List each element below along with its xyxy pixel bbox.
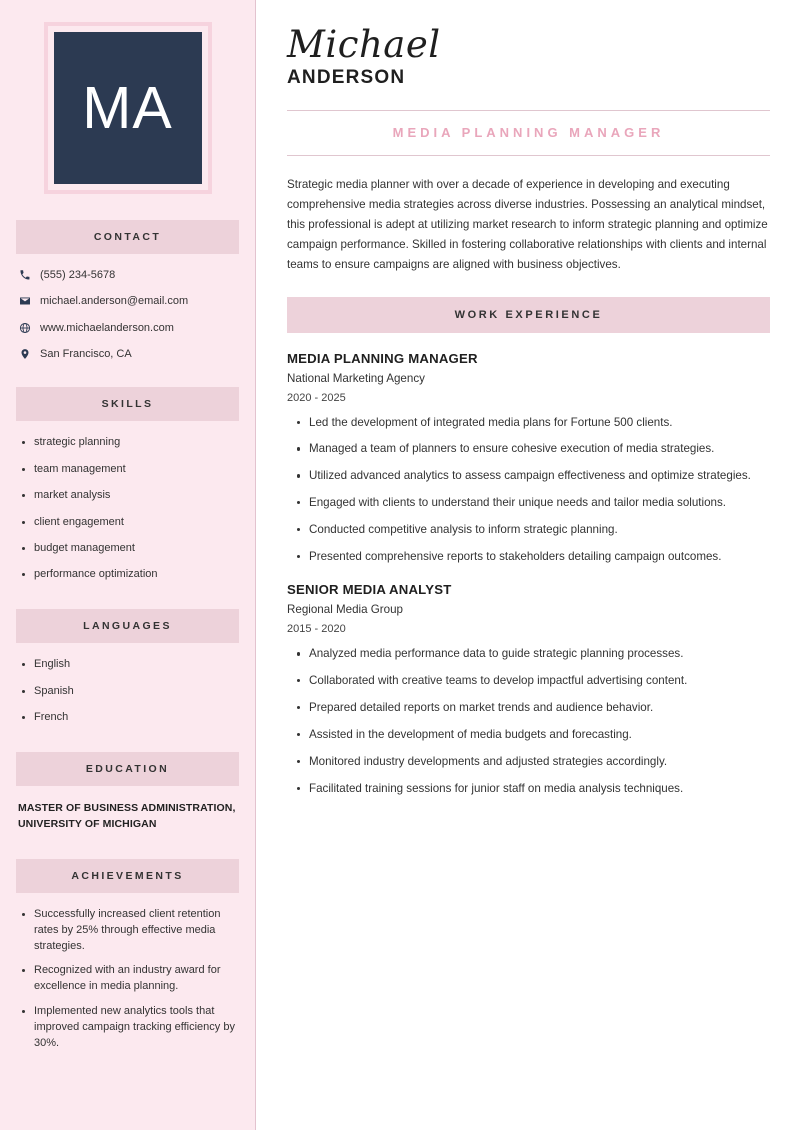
- section-heading-contact: CONTACT: [16, 220, 239, 254]
- list-item: Assisted in the development of media budgets and forecasting.: [309, 726, 770, 743]
- first-name: Michael: [287, 23, 441, 66]
- phone-icon: [18, 269, 31, 281]
- job-role: MEDIA PLANNING MANAGER: [392, 124, 665, 140]
- list-item: French: [32, 710, 239, 726]
- list-item: Successfully increased client retention rates by 25% through effective media strategies.: [32, 907, 239, 955]
- list-item: Engaged with clients to understand their unique needs and tailor media solutions.: [309, 494, 770, 511]
- job-dates: 2015 - 2020: [287, 623, 346, 636]
- contact-value-phone: (555) 234-5678: [40, 269, 116, 281]
- work-experience-entry-1: [287, 351, 770, 566]
- list-item: Spanish: [32, 684, 239, 700]
- list-item: Prepared detailed reports on market trends and audience behavior.: [309, 699, 770, 716]
- contact-item-email: [18, 294, 239, 308]
- contact-item-location: [18, 347, 239, 361]
- section-heading-work-experience: WORK EXPERIENCE: [287, 297, 770, 333]
- list-item: Led the development of integrated media plans for Fortune 500 clients.: [309, 414, 770, 431]
- list-item: performance optimization: [32, 567, 239, 583]
- list-item: market analysis: [32, 488, 239, 504]
- job-responsibilities: [287, 414, 770, 566]
- list-item: team management: [32, 462, 239, 478]
- section-heading-languages: LANGUAGES: [16, 609, 239, 643]
- contact-value-location: San Francisco, CA: [40, 347, 132, 360]
- list-item: Analyzed media performance data to guide strategic planning processes.: [309, 645, 770, 662]
- list-item: Conducted competitive analysis to inform strategic planning.: [309, 521, 770, 538]
- last-name: ANDERSON: [287, 66, 406, 88]
- achievements-list: [16, 907, 239, 1053]
- list-item: Implemented new analytics tools that improved campaign tracking efficiency by 30%.: [32, 1004, 239, 1052]
- job-company: National Marketing Agency: [287, 371, 425, 385]
- section-heading-skills: SKILLS: [16, 387, 239, 421]
- list-item: Monitored industry developments and adjusted strategies accordingly.: [309, 753, 770, 770]
- education-entry: MASTER OF BUSINESS ADMINISTRATION, UNIVERSITY OF MICHIGAN: [18, 802, 236, 831]
- work-experience-entry-2: [287, 582, 770, 797]
- contact-list: [16, 268, 239, 361]
- job-company: Regional Media Group: [287, 603, 404, 617]
- job-dates: 2020 - 2025: [287, 391, 346, 404]
- contact-value-website: www.michaelanderson.com: [40, 321, 174, 334]
- job-title: SENIOR MEDIA ANALYST: [287, 582, 452, 598]
- list-item: client engagement: [32, 515, 239, 531]
- list-item: English: [32, 657, 239, 673]
- languages-list: [16, 657, 239, 726]
- skills-list: [16, 435, 239, 583]
- list-item: Utilized advanced analytics to assess campaign effectiveness and optimize strategies.: [309, 467, 770, 484]
- job-role-band: [287, 110, 770, 156]
- professional-summary: Strategic media planner with over a decade of experience in developing and executing comprehensive media strategies across diverse industries. Possessing an analytical mindset, this professional is adept at utilizing market research to inform strategic planning and optimize campaign performance. Skilled in fostering collaborative relationships with clients and internal teams to ensure campaigns are aligned with business objectives.: [287, 177, 768, 271]
- envelope-icon: [18, 295, 31, 307]
- monogram-frame: [44, 22, 212, 194]
- list-item: Recognized with an industry award for excellence in media planning.: [32, 963, 239, 995]
- globe-icon: [18, 322, 31, 334]
- list-item: budget management: [32, 541, 239, 557]
- section-heading-achievements: ACHIEVEMENTS: [16, 859, 239, 893]
- list-item: Collaborated with creative teams to develop impactful advertising content.: [309, 672, 770, 689]
- job-responsibilities: [287, 645, 770, 797]
- contact-value-email: michael.anderson@email.com: [40, 295, 189, 308]
- contact-item-website: [18, 321, 239, 335]
- contact-item-phone: [18, 268, 239, 282]
- list-item: Managed a team of planners to ensure cohesive execution of media strategies.: [309, 440, 770, 457]
- list-item: strategic planning: [32, 435, 239, 451]
- section-heading-education: EDUCATION: [16, 752, 239, 786]
- sidebar: [0, 0, 256, 1130]
- monogram: MA: [54, 32, 202, 184]
- list-item: Facilitated training sessions for junior staff on media analysis techniques.: [309, 780, 770, 797]
- job-title: MEDIA PLANNING MANAGER: [287, 350, 478, 366]
- location-pin-icon: [18, 348, 31, 360]
- main-content: [256, 0, 800, 1130]
- list-item: Presented comprehensive reports to stakeholders detailing campaign outcomes.: [309, 548, 770, 565]
